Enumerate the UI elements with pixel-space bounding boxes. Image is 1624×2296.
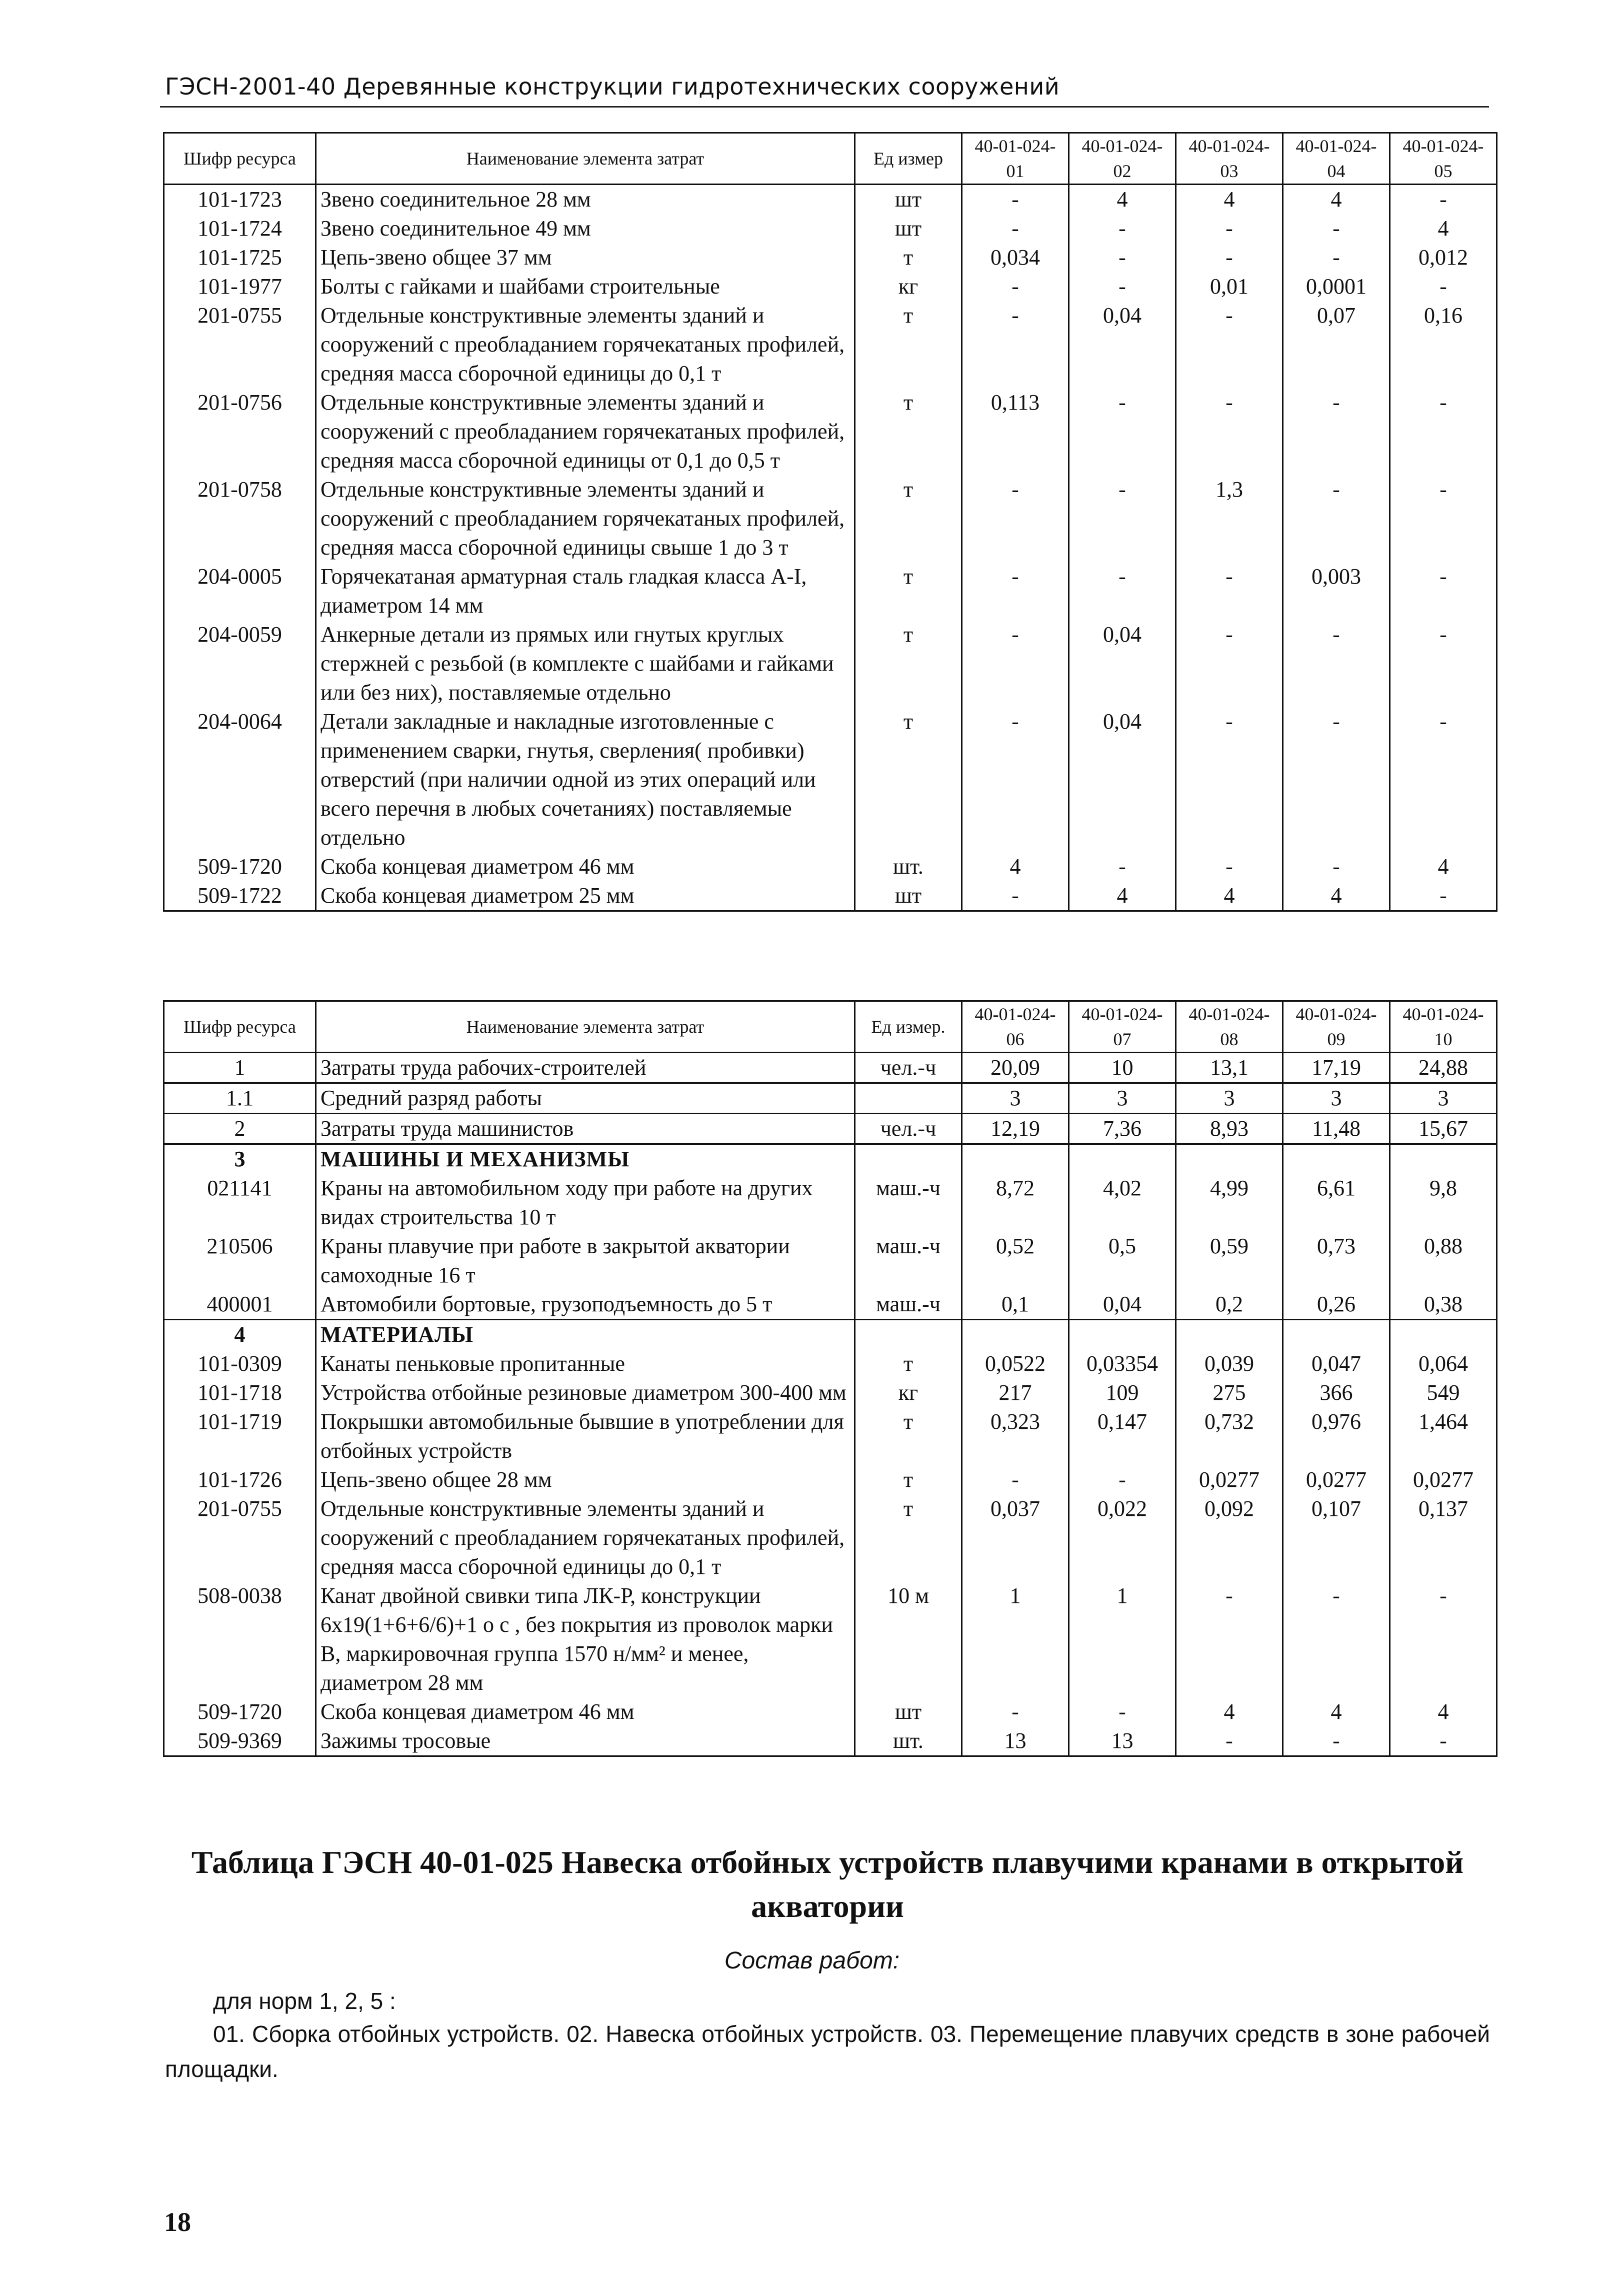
- norm-value: 1,464: [1390, 1407, 1497, 1465]
- norm-value: -: [962, 214, 1069, 243]
- table-row: [164, 1232, 1497, 1290]
- norm-value: 0,039: [1176, 1349, 1283, 1378]
- resource-name: Звено соединительное 49 мм: [316, 214, 855, 243]
- norm-value: [962, 1144, 1069, 1174]
- norm-value: -: [1283, 388, 1390, 475]
- norm-value: 13: [1069, 1726, 1176, 1756]
- norm-value: 0,0277: [1176, 1465, 1283, 1494]
- norm-value: -: [1069, 243, 1176, 272]
- header-name: Наименование элемента затрат: [316, 1001, 855, 1053]
- norm-value: -: [1390, 388, 1497, 475]
- norm-value: 0,137: [1390, 1494, 1497, 1581]
- norm-value: 0,26: [1283, 1290, 1390, 1320]
- norm-value: 217: [962, 1378, 1069, 1407]
- table-row: [164, 620, 1497, 707]
- norm-value: 0,003: [1283, 562, 1390, 620]
- norm-value: 0,38: [1390, 1290, 1497, 1320]
- resource-unit: шт: [855, 881, 962, 911]
- norm-value: -: [1176, 388, 1283, 475]
- norm-value: 0,52: [962, 1232, 1069, 1290]
- resources-table-024-06-10: [163, 1000, 1498, 1757]
- norm-value: 0,092: [1176, 1494, 1283, 1581]
- header-col: 40-01-024-04: [1283, 133, 1390, 185]
- resource-name: Канаты пеньковые пропитанные: [316, 1349, 855, 1378]
- resource-name: Отдельные конструктивные элементы зданий и сооружений с преобладанием горячекатаных профилей, средняя масса сборочной единицы до 0,1 т: [316, 1494, 855, 1581]
- table-row: [164, 562, 1497, 620]
- norm-value: 3: [1390, 1083, 1497, 1114]
- resource-code: 509-1720: [164, 1697, 316, 1726]
- resource-unit: т: [855, 388, 962, 475]
- norm-value: 6,61: [1283, 1174, 1390, 1232]
- norm-value: 0,323: [962, 1407, 1069, 1465]
- norm-value: 0,113: [962, 388, 1069, 475]
- resource-unit: маш.-ч: [855, 1232, 962, 1290]
- norm-value: 4: [1176, 881, 1283, 911]
- resource-code: 509-1720: [164, 852, 316, 881]
- table-row: [164, 1174, 1497, 1232]
- norm-value: 0,16: [1390, 301, 1497, 388]
- norm-value: 0,022: [1069, 1494, 1176, 1581]
- resource-unit: т: [855, 562, 962, 620]
- norm-value: 0,07: [1283, 301, 1390, 388]
- table-row: [164, 852, 1497, 881]
- norm-value: 4: [1390, 1697, 1497, 1726]
- norm-value: 0,0522: [962, 1349, 1069, 1378]
- norm-value: 17,19: [1283, 1053, 1390, 1083]
- table-row: [164, 1407, 1497, 1465]
- norm-value: 3: [1176, 1083, 1283, 1114]
- page-number: 18: [164, 2207, 191, 2237]
- table-row: [164, 1320, 1497, 1350]
- table-row: [164, 214, 1497, 243]
- norm-value: 4: [1390, 852, 1497, 881]
- norm-value: -: [1283, 1726, 1390, 1756]
- norm-value: 0,732: [1176, 1407, 1283, 1465]
- norm-value: -: [1283, 1581, 1390, 1697]
- norm-value: -: [1283, 475, 1390, 562]
- norm-value: 0,59: [1176, 1232, 1283, 1290]
- norm-value: 12,19: [962, 1114, 1069, 1144]
- resource-code: 210506: [164, 1232, 316, 1290]
- norm-value: 0,0277: [1283, 1465, 1390, 1494]
- resource-unit: 10 м: [855, 1581, 962, 1697]
- norm-value: -: [1069, 214, 1176, 243]
- norm-value: 0,107: [1283, 1494, 1390, 1581]
- table-row: [164, 1053, 1497, 1083]
- norm-value: [1069, 1144, 1176, 1174]
- table-row: [164, 1349, 1497, 1378]
- norm-value: 4: [962, 852, 1069, 881]
- norm-value: 4: [1176, 1697, 1283, 1726]
- resource-name: Затраты труда машинистов: [316, 1114, 855, 1144]
- table-row: [164, 301, 1497, 388]
- norm-value: -: [1069, 562, 1176, 620]
- table-row: [164, 1494, 1497, 1581]
- table-header-row: [164, 133, 1497, 185]
- resource-code: 101-1725: [164, 243, 316, 272]
- norm-value: -: [962, 1465, 1069, 1494]
- norm-value: -: [1390, 620, 1497, 707]
- resource-name: Скоба концевая диаметром 46 мм: [316, 1697, 855, 1726]
- norm-value: 4: [1283, 881, 1390, 911]
- norm-value: 0,147: [1069, 1407, 1176, 1465]
- table-row: [164, 1697, 1497, 1726]
- resource-code: 101-1726: [164, 1465, 316, 1494]
- norm-value: -: [1176, 301, 1283, 388]
- resource-code: 201-0755: [164, 1494, 316, 1581]
- norm-value: -: [962, 185, 1069, 215]
- norm-value: 549: [1390, 1378, 1497, 1407]
- norm-value: 0,03354: [1069, 1349, 1176, 1378]
- resource-unit: т: [855, 1494, 962, 1581]
- resource-unit: т: [855, 243, 962, 272]
- norm-value: 0,976: [1283, 1407, 1390, 1465]
- norm-value: 8,93: [1176, 1114, 1283, 1144]
- resource-name: Зажимы тросовые: [316, 1726, 855, 1756]
- norm-value: -: [1176, 620, 1283, 707]
- norm-value: 0,04: [1069, 301, 1176, 388]
- norm-value: 4: [1069, 185, 1176, 215]
- norm-value: 0,04: [1069, 620, 1176, 707]
- table-row: [164, 1290, 1497, 1320]
- resource-name: Горячекатаная арматурная сталь гладкая класса А-I, диаметром 14 мм: [316, 562, 855, 620]
- table-body: [164, 185, 1497, 911]
- norm-value: 20,09: [962, 1053, 1069, 1083]
- running-header: ГЭСН-2001-40 Деревянные конструкции гидротехнических сооружений: [165, 73, 1060, 100]
- table-row: [164, 185, 1497, 215]
- norm-value: 13,1: [1176, 1053, 1283, 1083]
- table-row: [164, 1114, 1497, 1144]
- norm-value: -: [962, 620, 1069, 707]
- resource-name: Отдельные конструктивные элементы зданий и сооружений с преобладанием горячекатаных профилей, средняя масса сборочной единицы до 0,1 т: [316, 301, 855, 388]
- norm-value: -: [1176, 214, 1283, 243]
- norm-value: -: [962, 272, 1069, 301]
- norm-value: -: [1390, 185, 1497, 215]
- norm-value: 10: [1069, 1053, 1176, 1083]
- norm-value: -: [1069, 388, 1176, 475]
- resource-code: 400001: [164, 1290, 316, 1320]
- resource-unit: шт.: [855, 852, 962, 881]
- resource-code: 3: [164, 1144, 316, 1174]
- resource-name: Скоба концевая диаметром 46 мм: [316, 852, 855, 881]
- norm-value: -: [1176, 562, 1283, 620]
- resource-code: 101-1719: [164, 1407, 316, 1465]
- norm-value: -: [1176, 243, 1283, 272]
- norm-value: -: [1069, 475, 1176, 562]
- norm-value: -: [1283, 620, 1390, 707]
- norm-value: 4,02: [1069, 1174, 1176, 1232]
- norm-value: -: [1176, 852, 1283, 881]
- norm-value: 0,73: [1283, 1232, 1390, 1290]
- norm-value: [1176, 1320, 1283, 1350]
- norm-value: -: [1069, 1697, 1176, 1726]
- resource-name: Средний разряд работы: [316, 1083, 855, 1114]
- norm-value: -: [962, 881, 1069, 911]
- norm-value: 3: [1283, 1083, 1390, 1114]
- resource-unit: шт: [855, 185, 962, 215]
- table-row: [164, 475, 1497, 562]
- composition-norms: для норм 1, 2, 5 :: [213, 1988, 396, 2014]
- norm-value: 4: [1390, 214, 1497, 243]
- norm-value: 0,0001: [1283, 272, 1390, 301]
- norm-value: -: [1390, 272, 1497, 301]
- resource-name: Канат двойной свивки типа ЛК-Р, конструкции 6х19(1+6+6/6)+1 о с , без покрытия из проволок марки В, маркировочная группа 1570 н/мм² и менее, диаметром 28 мм: [316, 1581, 855, 1697]
- norm-value: -: [1390, 881, 1497, 911]
- resource-code: 1.1: [164, 1083, 316, 1114]
- norm-value: 1: [1069, 1581, 1176, 1697]
- norm-value: -: [962, 1697, 1069, 1726]
- norm-value: 1,3: [1176, 475, 1283, 562]
- header-col: 40-01-024-03: [1176, 133, 1283, 185]
- resource-name: Болты с гайками и шайбами строительные: [316, 272, 855, 301]
- norm-value: 0,064: [1390, 1349, 1497, 1378]
- header-code: Шифр ресурса: [164, 133, 316, 185]
- resource-code: 509-9369: [164, 1726, 316, 1756]
- resource-code: 1: [164, 1053, 316, 1083]
- resource-unit: т: [855, 301, 962, 388]
- norm-value: -: [962, 562, 1069, 620]
- norm-value: 1: [962, 1581, 1069, 1697]
- norm-value: 8,72: [962, 1174, 1069, 1232]
- header-col: 40-01-024-01: [962, 133, 1069, 185]
- norm-value: -: [1283, 852, 1390, 881]
- table-body: [164, 1053, 1497, 1756]
- header-code: Шифр ресурса: [164, 1001, 316, 1053]
- norm-value: [1390, 1320, 1497, 1350]
- norm-value: 0,04: [1069, 1290, 1176, 1320]
- norm-value: 366: [1283, 1378, 1390, 1407]
- norm-value: -: [1390, 475, 1497, 562]
- resource-unit: маш.-ч: [855, 1290, 962, 1320]
- norm-value: -: [962, 301, 1069, 388]
- norm-value: 4: [1069, 881, 1176, 911]
- resource-name: Устройства отбойные резиновые диаметром 300-400 мм: [316, 1378, 855, 1407]
- header-col: 40-01-024-05: [1390, 133, 1497, 185]
- norm-value: -: [1176, 1726, 1283, 1756]
- section-title: Таблица ГЭСН 40-01-025 Навеска отбойных устройств плавучими кранами в открытой акватории: [191, 1844, 1464, 1924]
- norm-value: [1390, 1144, 1497, 1174]
- resource-code: 101-1723: [164, 185, 316, 215]
- resource-code: 2: [164, 1114, 316, 1144]
- resource-code: 021141: [164, 1174, 316, 1232]
- norm-value: 7,36: [1069, 1114, 1176, 1144]
- resource-name: Детали закладные и накладные изготовленные с применением сварки, гнутья, сверления( пробивки) отверстий (при наличии одной из этих операций или всего перечня в любых сочетаниях) поставляемые отдельно: [316, 707, 855, 852]
- resource-unit: [855, 1320, 962, 1350]
- resource-unit: т: [855, 475, 962, 562]
- norm-value: [1176, 1144, 1283, 1174]
- norm-value: 24,88: [1390, 1053, 1497, 1083]
- norm-value: 3: [962, 1083, 1069, 1114]
- resource-unit: чел.-ч: [855, 1053, 962, 1083]
- resource-code: 101-0309: [164, 1349, 316, 1378]
- table-header-row: [164, 1001, 1497, 1053]
- resource-name: Отдельные конструктивные элементы зданий и сооружений с преобладанием горячекатаных профилей, средняя масса сборочной единицы свыше 1 до 3 т: [316, 475, 855, 562]
- norm-value: -: [1176, 707, 1283, 852]
- resource-name: МАШИНЫ И МЕХАНИЗМЫ: [316, 1144, 855, 1174]
- resources-table-024-01-05: [163, 132, 1498, 912]
- table-row: [164, 707, 1497, 852]
- norm-value: -: [962, 475, 1069, 562]
- norm-value: 3: [1069, 1083, 1176, 1114]
- resource-name: Цепь-звено общее 37 мм: [316, 243, 855, 272]
- resource-unit: т: [855, 707, 962, 852]
- norm-value: 0,034: [962, 243, 1069, 272]
- norm-value: -: [1069, 852, 1176, 881]
- resource-name: МАТЕРИАЛЫ: [316, 1320, 855, 1350]
- norm-value: [962, 1320, 1069, 1350]
- norm-value: 0,88: [1390, 1232, 1497, 1290]
- table-row: [164, 1581, 1497, 1697]
- resource-name: Краны на автомобильном ходу при работе на других видах строительства 10 т: [316, 1174, 855, 1232]
- resource-code: 101-1718: [164, 1378, 316, 1407]
- resource-unit: чел.-ч: [855, 1114, 962, 1144]
- table-row: [164, 881, 1497, 911]
- table-row: [164, 1144, 1497, 1174]
- resource-unit: шт: [855, 214, 962, 243]
- resource-code: 508-0038: [164, 1581, 316, 1697]
- norm-value: -: [1283, 243, 1390, 272]
- norm-value: 0,1: [962, 1290, 1069, 1320]
- header-col: 40-01-024-09: [1283, 1001, 1390, 1053]
- norm-value: -: [1390, 1581, 1497, 1697]
- norm-value: -: [1283, 214, 1390, 243]
- norm-value: 109: [1069, 1378, 1176, 1407]
- resource-code: 204-0064: [164, 707, 316, 852]
- resource-unit: [855, 1083, 962, 1114]
- resource-unit: т: [855, 1407, 962, 1465]
- resource-name: Цепь-звено общее 28 мм: [316, 1465, 855, 1494]
- resource-unit: т: [855, 620, 962, 707]
- norm-value: -: [1283, 707, 1390, 852]
- norm-value: -: [1176, 1581, 1283, 1697]
- norm-value: 0,0277: [1390, 1465, 1497, 1494]
- table-row: [164, 1465, 1497, 1494]
- resource-unit: маш.-ч: [855, 1174, 962, 1232]
- norm-value: [1283, 1320, 1390, 1350]
- resource-code: 201-0756: [164, 388, 316, 475]
- table-row: [164, 272, 1497, 301]
- table-row: [164, 1083, 1497, 1114]
- norm-value: -: [962, 707, 1069, 852]
- resource-code: 101-1724: [164, 214, 316, 243]
- norm-value: 15,67: [1390, 1114, 1497, 1144]
- header-col: 40-01-024-02: [1069, 133, 1176, 185]
- norm-value: -: [1390, 707, 1497, 852]
- norm-value: -: [1390, 1726, 1497, 1756]
- norm-value: 4,99: [1176, 1174, 1283, 1232]
- table-row: [164, 243, 1497, 272]
- resource-code: 201-0755: [164, 301, 316, 388]
- norm-value: [1283, 1144, 1390, 1174]
- header-name: Наименование элемента затрат: [316, 133, 855, 185]
- resource-unit: кг: [855, 1378, 962, 1407]
- resource-name: Покрышки автомобильные бывшие в употреблении для отбойных устройств: [316, 1407, 855, 1465]
- norm-value: 275: [1176, 1378, 1283, 1407]
- table-row: [164, 1726, 1497, 1756]
- norm-value: 0,01: [1176, 272, 1283, 301]
- header-unit: Ед измер: [855, 133, 962, 185]
- composition-text: 01. Сборка отбойных устройств. 02. Навеска отбойных устройств. 03. Перемещение плавучих средств в зоне рабочей площадки.: [165, 2021, 1490, 2082]
- resource-name: Автомобили бортовые, грузоподъемность до 5 т: [316, 1290, 855, 1320]
- resource-code: 204-0059: [164, 620, 316, 707]
- resource-unit: т: [855, 1349, 962, 1378]
- norm-value: 0,2: [1176, 1290, 1283, 1320]
- resource-code: 101-1977: [164, 272, 316, 301]
- resource-unit: т: [855, 1465, 962, 1494]
- header-col: 40-01-024-08: [1176, 1001, 1283, 1053]
- resource-unit: кг: [855, 272, 962, 301]
- norm-value: 13: [962, 1726, 1069, 1756]
- composition-title: Состав работ:: [724, 1947, 900, 1974]
- norm-value: 0,04: [1069, 707, 1176, 852]
- resource-unit: шт.: [855, 1726, 962, 1756]
- resource-name: Затраты труда рабочих-строителей: [316, 1053, 855, 1083]
- resource-name: Звено соединительное 28 мм: [316, 185, 855, 215]
- resource-code: 4: [164, 1320, 316, 1350]
- norm-value: 0,5: [1069, 1232, 1176, 1290]
- header-col: 40-01-024-07: [1069, 1001, 1176, 1053]
- norm-value: 9,8: [1390, 1174, 1497, 1232]
- resource-unit: [855, 1144, 962, 1174]
- resource-code: 204-0005: [164, 562, 316, 620]
- norm-value: 0,037: [962, 1494, 1069, 1581]
- resource-name: Отдельные конструктивные элементы зданий и сооружений с преобладанием горячекатаных профилей, средняя масса сборочной единицы от 0,1 до 0,5 т: [316, 388, 855, 475]
- table-row: [164, 1378, 1497, 1407]
- norm-value: 0,012: [1390, 243, 1497, 272]
- norm-value: 0,047: [1283, 1349, 1390, 1378]
- resource-code: 201-0758: [164, 475, 316, 562]
- norm-value: [1069, 1320, 1176, 1350]
- header-unit: Ед измер.: [855, 1001, 962, 1053]
- norm-value: -: [1069, 272, 1176, 301]
- resource-name: Анкерные детали из прямых или гнутых круглых стержней с резьбой (в комплекте с шайбами и гайками или без них), поставляемые отдельно: [316, 620, 855, 707]
- table-row: [164, 388, 1497, 475]
- norm-value: 4: [1176, 185, 1283, 215]
- header-col: 40-01-024-10: [1390, 1001, 1497, 1053]
- resource-unit: шт: [855, 1697, 962, 1726]
- header-col: 40-01-024-06: [962, 1001, 1069, 1053]
- norm-value: -: [1069, 1465, 1176, 1494]
- norm-value: 11,48: [1283, 1114, 1390, 1144]
- resource-name: Скоба концевая диаметром 25 мм: [316, 881, 855, 911]
- norm-value: 4: [1283, 185, 1390, 215]
- resource-code: 509-1722: [164, 881, 316, 911]
- header-divider: [160, 106, 1489, 108]
- norm-value: -: [1390, 562, 1497, 620]
- resource-name: Краны плавучие при работе в закрытой акватории самоходные 16 т: [316, 1232, 855, 1290]
- norm-value: 4: [1283, 1697, 1390, 1726]
